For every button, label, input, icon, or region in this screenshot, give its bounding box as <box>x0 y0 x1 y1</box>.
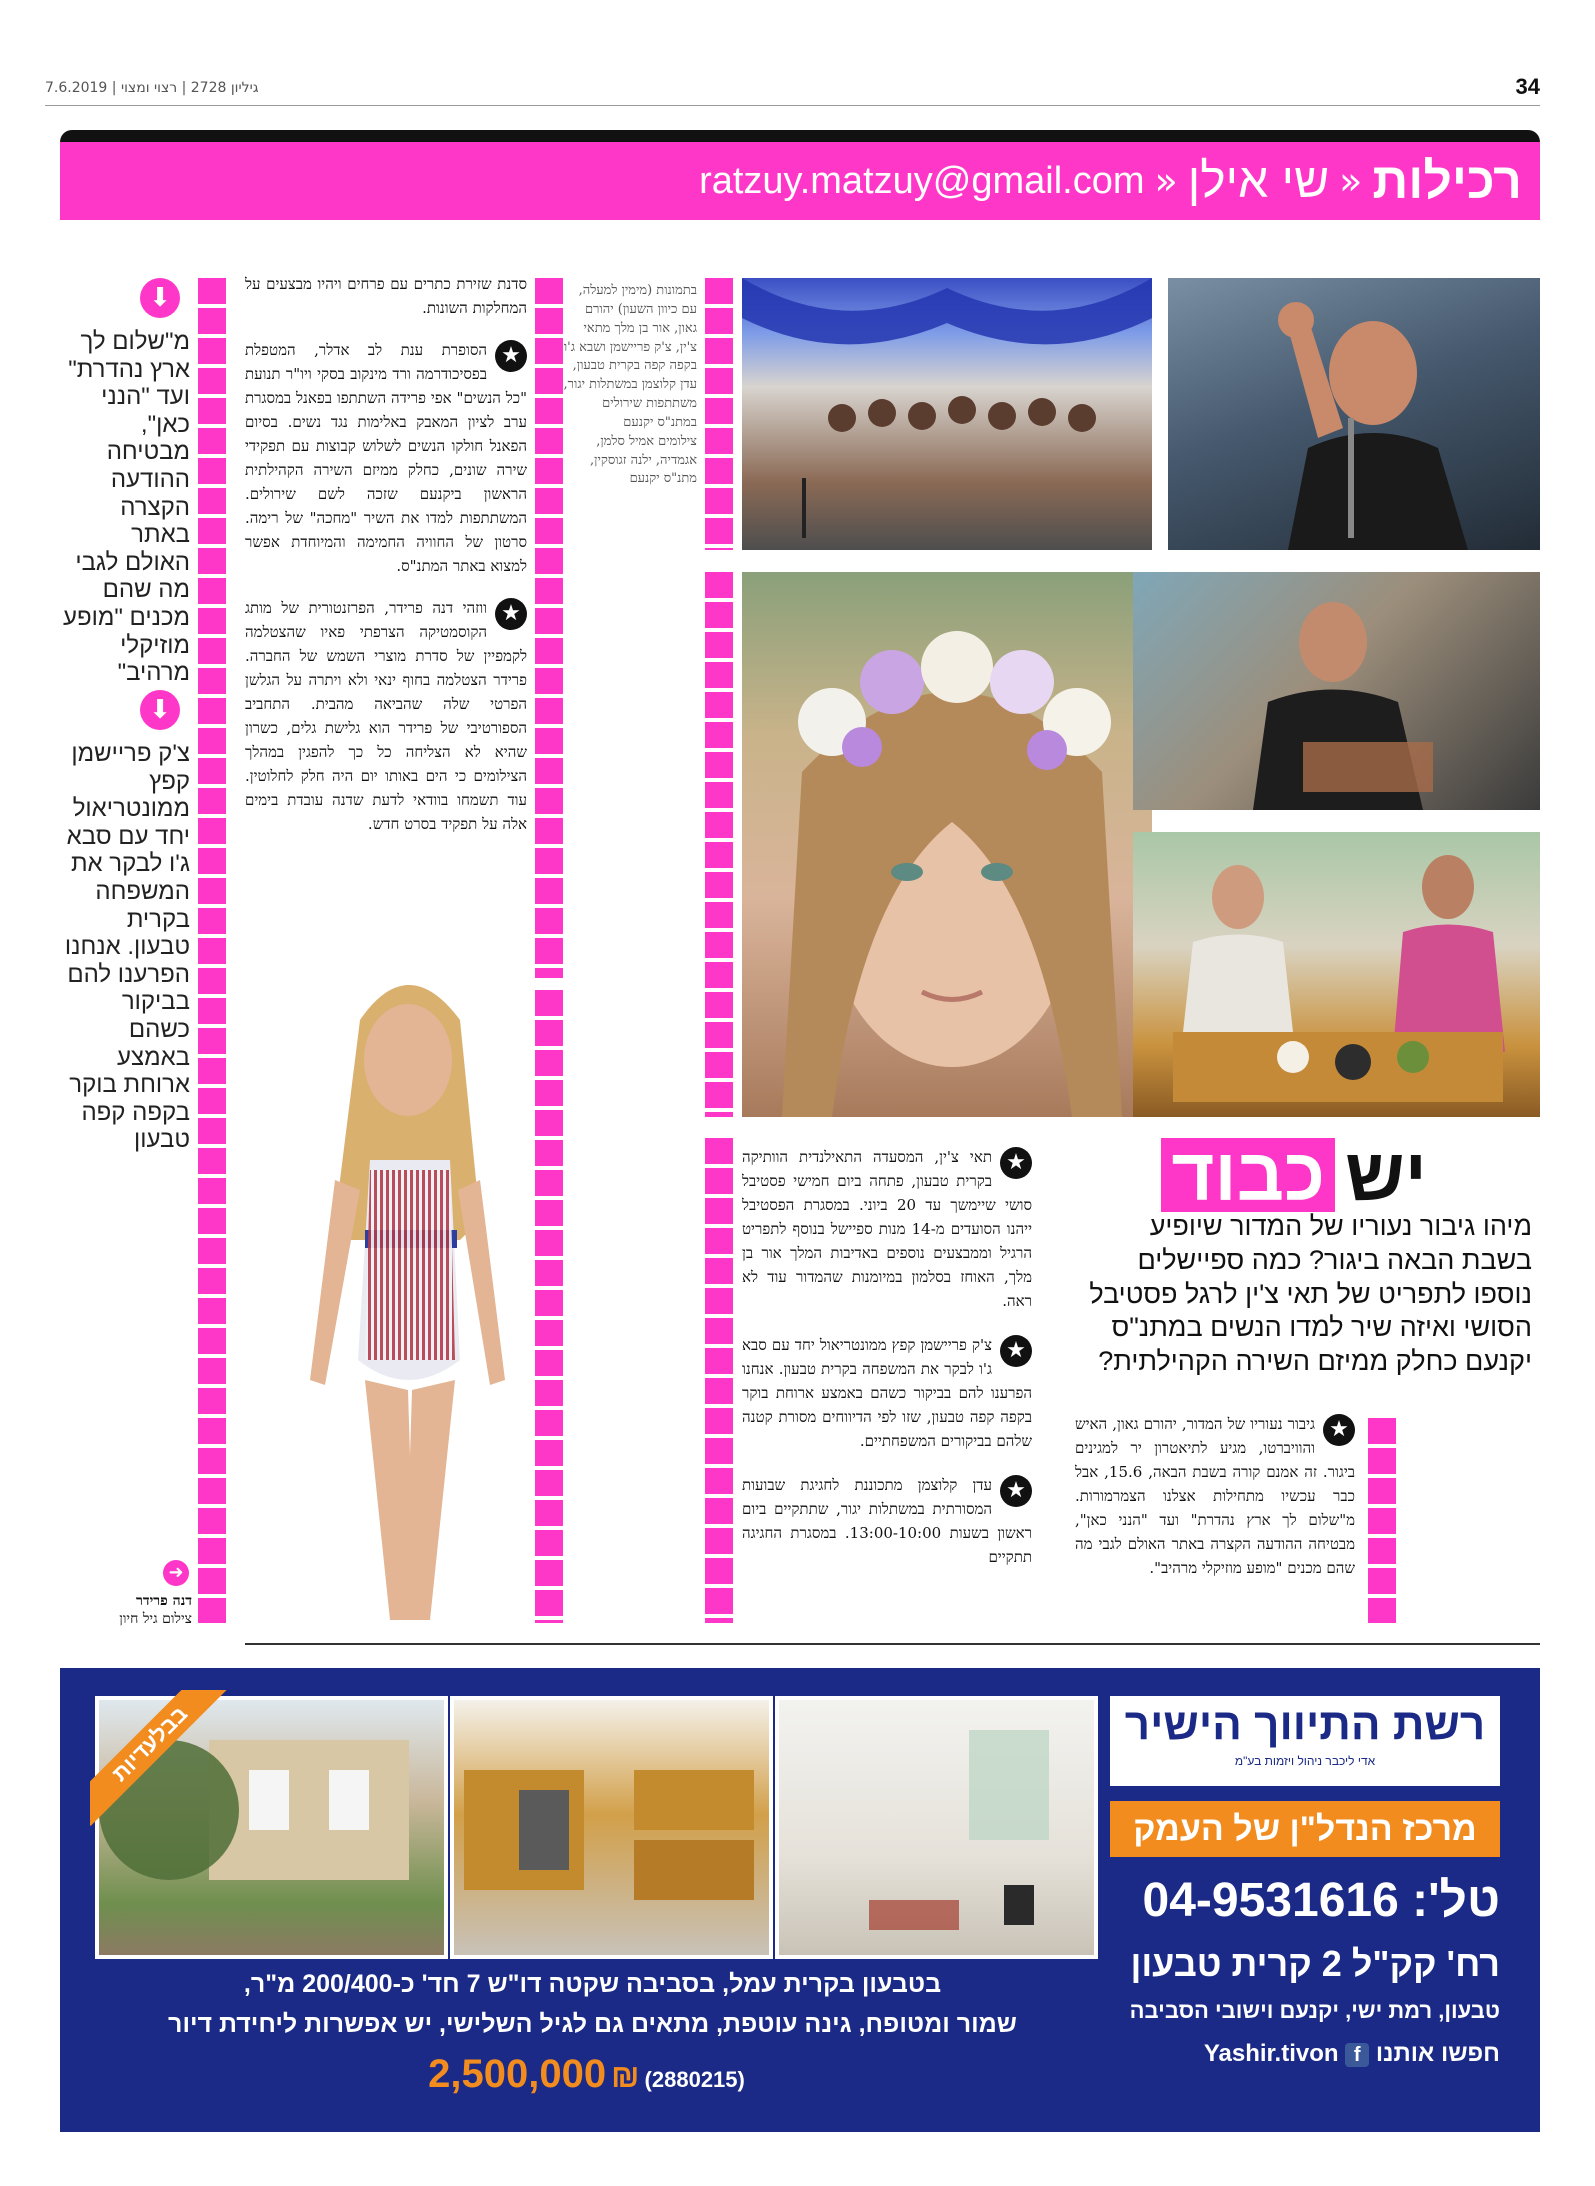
star-icon: ★ <box>495 340 527 372</box>
ad-logo-box <box>1110 1696 1500 1786</box>
yesh-kavod-word2: כבוד <box>1161 1138 1335 1212</box>
yesh-kavod-lead: מיהו גיבור נעוריו של המדור שיופיע בשבת הבאה ביגור? כמה ספיישלים נוספו לתפריט של תאי צ'ין לרגל פסטיבל הסושי ואיזה שיר למדו הנשים במתנ"ס יקנעם כחלק ממיזם השירה הקהילתית? <box>1089 1211 1532 1376</box>
star-icon: ★ <box>1323 1414 1355 1446</box>
photographers-text: צילומים אמיל סלמן, אגמדיה, ילנה זגוסקין, מתנ"ס יקנעם <box>590 433 697 487</box>
middle-column <box>742 1145 1032 1569</box>
banner-top-bar <box>60 130 1540 142</box>
eden-text: עדן קלוצמן מתכוננת לחגיגת שבועות המסורתית במשתלות יגור, שתתקיים ביום ראשון בשעות 13:00-10:00. במסגרת החגיגה תתקיים <box>742 1476 1032 1566</box>
section-banner <box>60 142 1540 220</box>
star-icon: ★ <box>495 598 527 630</box>
photo-yehoram-gaon <box>1168 278 1540 550</box>
pink-strip-7 <box>198 278 226 1623</box>
ad-exclusive-ribbon: בבלעדיות <box>90 1690 230 1826</box>
shekel-icon: ₪ <box>611 2058 640 2094</box>
pink-strip-2 <box>705 572 733 1117</box>
section-title: רכילות <box>1372 153 1522 209</box>
gaon-text: גיבור נעוריו של המדור, יהורם גאון, האיש והוויברטו, מגיע לתיאטרון יר למגינים ביגור. זה אמנם קורה בשבת הבאה, 15.6, אבל כבר עכשיו מתחילות אצלנו הצמרמורות. מ"שלום לך ארץ נהדרת" ועד "הנני כאן", מבטיחה ההודעה הקצרה באתר האולם לגבי מה שהם מכנים "מופע מוזיקלי מרהיב". <box>1075 1415 1355 1577</box>
double-arrow-icon: « <box>1339 159 1363 203</box>
author-name: שי אילן <box>1187 154 1330 208</box>
real-estate-ad <box>60 1668 1540 2132</box>
item-dana <box>245 596 527 836</box>
chuck-text: צ'ק פריישמן קפץ ממונטריאול יחד עם סבא ג'ו לבקר את המשפחה בקרית טבעון. אנחנו הפרענו להם בביקור כשהם באמצע ארוחת בוקר בקפה קפה טבעון, שזו לפי הדיווחים מסורת קטנה שלהם בביקורים המשפחתיים. <box>742 1336 1032 1450</box>
item-eden <box>742 1473 1032 1569</box>
singer-silhouette <box>1168 278 1540 550</box>
ad-price-row <box>95 2052 1090 2097</box>
facebook-icon: f <box>1345 2043 1369 2067</box>
model-photographer: צילום גיל חיון <box>119 1611 192 1628</box>
arrow-down-icon: ⬇ <box>140 690 180 730</box>
ad-phone[interactable]: 04-9531616 <box>1142 1874 1399 1927</box>
model-credit <box>62 1592 192 1628</box>
double-arrow-icon: « <box>1154 159 1178 203</box>
side-quote-2: צ'ק פריישמן קפץ ממונטריאול יחד עם סבא ג'ו לבקר את המשפחה בקרית טבעון. אנחנו הפרענו להם בביקור כשהם באמצע ארוחת בוקר בקפה קפה טבעון <box>64 740 190 1154</box>
photo-credits <box>562 282 697 489</box>
ad-exclusive-badge <box>90 1690 230 1830</box>
girl-portrait <box>742 572 1152 1117</box>
intro-text: סדנת שזירת כתרים עם פרחים ויהיו מבצעים על המחלקות השונות. <box>245 275 527 317</box>
pink-strip-5 <box>535 278 563 978</box>
pink-strip-4 <box>705 1138 733 1623</box>
yesh-kavod-word1: יש <box>1345 1133 1427 1216</box>
photo-chef <box>1133 572 1540 810</box>
ad-divider <box>245 1643 1540 1645</box>
yesh-kavod-title <box>1161 1133 1427 1216</box>
thai-chin-text: תאי צ'ין, המסעדה התאילנדית הוותיקה בקרית טבעון, פתחה ביום חמישי פסטיבל סושי שיימשך עד 20 ביוני. במסגרת הפסטיבל ייהנו הסועדים מ-14 מנות ספיישל בנוסף לתפריט הרגיל וממבצעים נוספים באדיבות המלך אור בן מלך, האוחז בסלמון במיומנות שהמדור עוד לא ראה. <box>742 1148 1033 1310</box>
model-figure <box>290 960 525 1625</box>
photo-cafe-breakfast <box>1133 832 1540 1117</box>
cafe-scene <box>1133 832 1540 1117</box>
pink-strip-3 <box>1368 1418 1396 1623</box>
ad-price: 2,500,000 <box>428 2052 607 2096</box>
model-name: דנה פרידר <box>136 1593 192 1609</box>
star-icon: ★ <box>1000 1475 1032 1507</box>
issue-info: 7.6.2019 | גיליון 2728 | רצוי ומצוי <box>45 80 259 96</box>
photo-credits-text: בתמונות (מימין למעלה, עם כיוון השעון) יהורם גאון, אור בן מלך מתאי צ'ין, צ'ק פריישמן ושבא ג'ו בקפה קפה בקרית טבעון, עדן קלוצמן במשתלות יגור, משתתפות שירולים במתנ"ס יקנעם <box>563 283 697 430</box>
star-icon: ★ <box>1000 1147 1032 1179</box>
ad-phone-label: טל': <box>1412 1874 1500 1927</box>
header-divider <box>45 105 1540 106</box>
photo-dana-frider <box>290 960 525 1625</box>
choir-scene <box>742 278 1152 550</box>
ad-listing-code: (2880215) <box>644 2067 745 2092</box>
ad-center-box: מרכז הנדל"ן של העמק <box>1110 1801 1500 1857</box>
ad-phone-row <box>1110 1873 1500 1928</box>
item-panel <box>245 338 527 578</box>
ad-company: רשת התיווך הישיר <box>1124 1700 1486 1749</box>
arrow-left-icon: ➜ <box>163 1560 189 1586</box>
star-icon: ★ <box>1000 1335 1032 1367</box>
ad-photo-kitchen <box>450 1696 773 1959</box>
pink-strip-1 <box>705 278 733 550</box>
kitchen-scene <box>454 1700 769 1955</box>
arrow-down-icon: ⬇ <box>140 278 180 318</box>
ad-facebook-row <box>1110 2040 1500 2068</box>
item-thai-chin <box>742 1145 1032 1313</box>
item-chuck <box>742 1333 1032 1453</box>
page-number: 34 <box>1515 74 1540 99</box>
ad-address: רח' קק"ל 2 קרית טבעון <box>1130 1943 1500 1984</box>
photo-girl-flower-crown <box>742 572 1152 1117</box>
ad-listing-line-1: בטבעון בקרית עמל, בסביבה שקטה דו"ש 7 חד' כ-200/400 מ"ר, <box>243 1970 942 1998</box>
pink-strip-6 <box>535 990 563 1623</box>
ad-company-sub: אדי ליכבר ניהול ויזמות בע"מ <box>1234 1754 1376 1768</box>
side-quote-1: מ"שלום לך ארץ נהדרת" ועד "הנני כאן", מבטיחה ההודעה הקצרה באתר האולם לגבי מה שהם מכנים "מופע מוזיקלי מרהיב" <box>63 328 190 687</box>
photo-women-choir <box>742 278 1152 550</box>
ad-facebook-handle[interactable]: Yashir.tivon <box>1203 2040 1339 2067</box>
ad-facebook-label: חפשו אותנו <box>1375 2040 1500 2067</box>
yesh-kavod-item-gaon <box>1075 1412 1355 1580</box>
author-email[interactable]: ratzuy.matzuy@gmail.com <box>699 159 1145 202</box>
panel-text: הסופרת ענת לב אדלר, המטפלת בפסיכודרמה ורד מינקוב בסקי ויו"ר תנועת "כל הנשים" אפי פרידה השתתפו בפאנל במסגרת ערב לציון המאבק באלימות נגד נשים. בסיום הפאנל חולקו הנשים לשלוש קבוצות עם תפקידי שירה שונים, כחלק ממיזם השירה הקהילתית הראשון ביקנעם שזכה לשם שירולים. המשתתפות למדו את השיר "מחכה" של רימה. סרטון של החוויה החמימה והמיוחדת אפשר למצוא באתר המתנ"ס. <box>245 341 527 575</box>
ad-photo-living-room <box>775 1696 1098 1959</box>
dana-text: ווזהי דנה פרידר, הפרזנטורית של מותג הקוסמטיקה הצרפתי פאיו שהצטלמה לקמפיין של סדרת מוצרי השמש של החברה. פרידר הצטלמה בחוף ינאי ולא ויתרה על הגלשן הפרטי שלה שהביאה מהבית. התחביב הספורטיבי של פרידר הוא גלישת גלים, כשרון שהיא לא הצליחה כל כך להפגין במהלך הצילומים כי הים באותו יום היה חלק לחלוטין. עוד תשמחו בוודאי לדעת שדנה עובדת בימים אלה על תפקיד בסרט חדש. <box>245 599 527 833</box>
ad-areas: טבעון, רמת ישי, יקנעם וישובי הסביבה <box>1129 1998 1500 2023</box>
ad-listing-line-2: שמור ומטופח, גינה עוטפת, מתאים גם לגיל השלישי, יש אפשרות ליחידת דיור <box>168 2010 1017 2038</box>
chef-scene <box>1133 572 1540 810</box>
living-room-scene <box>779 1700 1094 1955</box>
left-text-column <box>245 272 527 836</box>
